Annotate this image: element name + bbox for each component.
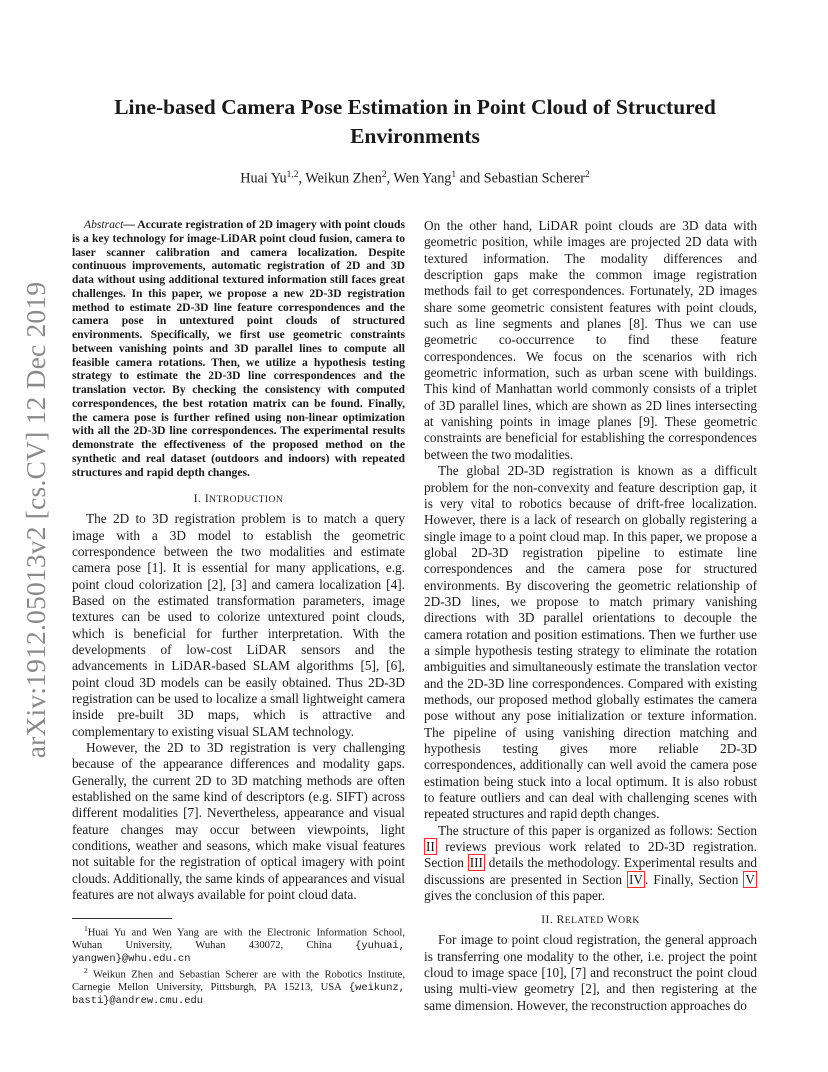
footnote-rule: [72, 918, 172, 919]
paragraph: The 2D to 3D registration problem is to match a query image with a 3D model to establish the geometric correspondence between the two modalities and estimate camera pose [1]. It is essential for many applications, e.g. point cloud colorization [2], [3] and camera localization [4]. Based on the estimated transformation parameters, image textures can be used to colorize untextured point clouds, which is beneficial for further interpretation. With the developments of low-cost LiDAR sensors and the advancements in LiDAR-based SLAM algorithms [5], [6], point cloud 3D models can be easily obtained. Thus 2D-3D registration can be used to localize a small lightweight camera inside pre-built 3D maps, which is attractive and complementary to existing visual SLAM technology.: [72, 511, 405, 739]
arxiv-identifier-text: arXiv:1912.05013v2 [cs.CV] 12 Dec 2019: [20, 281, 51, 759]
section-heading-introduction: I. INTRODUCTION: [193, 493, 284, 506]
footnotes: [72, 918, 405, 1008]
section-link[interactable]: III: [469, 855, 483, 871]
author-name: Wen Yang: [393, 170, 452, 187]
paragraph: However, the 2D to 3D registration is very challenging because of the appearance differences and modality gaps. Generally, the current 2D to 3D matching methods are often established on the same kind of descriptors (e.g. SIFT) across different modalities [7]. Nevertheless, appearance and visual feature changes may occur between viewpoints, light conditions, weather and seasons, which make visual features not suitable for the registration of optical imagery with point clouds. Additionally, the same kinds of appearances and visual features are not always available for point cloud data.: [72, 740, 405, 903]
abstract-text: Accurate registration of 2D imagery with point clouds is a key technology for image-LiDAR point cloud fusion, camera to laser scanner calibration and camera localization. Despite continuous improvements, automatic registration of 2D and 3D data without using additional textured information still faces great challenges. In this paper, we propose a new 2D-3D registration method to estimate 2D-3D line feature correspondences and the camera pose in untextured point clouds of structured environments. Specifically, we first use geometric constraints between vanishing points and 3D parallel lines to compute all feasible camera rotations. Then, we utilize a hypothesis testing strategy to estimate the 2D-3D line correspondences and the translation vector. By checking the consistency with computed correspondences, the best rotation matrix can be found. Finally, the camera pose is further refined using non-linear optimization with all the 2D-3D line correspondences. The experimental results demonstrate the effectiveness of the proposed method on the synthetic and real dataset (outdoors and indoors) with repeated structures and rapid depth changes.: [72, 218, 405, 479]
author-name: Sebastian Scherer: [483, 170, 585, 187]
section-link[interactable]: II: [426, 839, 435, 855]
paragraph: On the other hand, LiDAR point clouds are 3D data with geometric position, while images are projected 2D data with textured information. The modality differences and description gaps make the common image registration methods fail to get correspondences. Fortunately, 2D images share some geometric consistent features with point clouds, such as line segments and planes [8]. Thus we can use geometric co-occurrence to find these feature correspondences. We focus on the scenarios with rich geometric information, such as urban scene with buildings. This kind of Manhattan world commonly consists of a triplet of 3D parallel lines, which are shown as 2D lines intersecting at vanishing points in image planes [9]. These geometric constraints are beneficial for establishing the correspondences between the two modalities.: [424, 218, 757, 462]
author-affiliation: 1,2: [286, 170, 299, 180]
paragraph-structure: The structure of this paper is organized as follows: Section II reviews previous work related to 2D-3D registration. Section III details the methodology. Experimental results and discussions are presented in Section IV . Finally, Section V gives the conclusion of this paper.: [424, 822, 757, 904]
paragraph: The global 2D-3D registration is known as a difficult problem for the non-convexity and feature description gap, it is very vital to robotics because of drift-free localization. However, there is a lack of research on globally registering a single image to a point cloud map. In this paper, we propose a global 2D-3D registration pipeline to estimate line correspondences and the camera pose for structured environments. By discovering the geometric relationship of 2D-3D lines, we propose to match primary vanishing directions with 3D parallel orientations to decouple the camera rotation and position estimations. Then we further use a simple hypothesis testing strategy to eliminate the rotation ambiguities and simultaneously estimate the translation vector and the 2D-3D line correspondences. Compared with existing methods, our proposed method globally estimates the camera pose without any pose initialization or texture information. The pipeline of using vanishing direction matching and hypothesis testing gives more reliable 2D-3D correspondences, additionally can well avoid the camera pose estimation being stuck into a local optimum. It is also robust to feature outliers and can deal with challenging scenes with repeated structures and rapid depth changes.: [424, 463, 757, 822]
section-link[interactable]: IV: [629, 871, 644, 887]
author-affiliation: 2: [585, 170, 590, 180]
arxiv-identifier: [10, 250, 62, 790]
right-column: [424, 218, 757, 1014]
abstract: Abstract— Accurate registration of 2D imagery with point clouds is a key technology for image-LiDAR point cloud fusion, camera to laser scanner calibration and camera localization. Despite continuous improvements, automatic registration of 2D and 3D data without using additional textured information still faces great challenges. In this paper, we propose a new 2D-3D registration method to estimate 2D-3D line feature correspondences and the camera pose in untextured point clouds of structured environments. Specifically, we first use geometric constraints between vanishing points and 3D parallel lines to compute all feasible camera rotations. Then, we utilize a hypothesis testing strategy to estimate the 2D-3D line correspondences and the translation vector. By checking the consistency with computed correspondences, the best rotation matrix can be found. Finally, the camera pose is further refined using non-linear optimization with all the 2D-3D line correspondences. The experimental results demonstrate the effectiveness of the proposed method on the synthetic and real dataset (outdoors and indoors) with repeated structures and rapid depth changes.: [72, 218, 405, 479]
section-heading-related-work: II. RELATED WORK: [541, 914, 640, 927]
footnote-2: $^2$ Weikun Zhen and Sebastian Scherer are with the Robotics Institute, Carnegie Mellon University, Pittsburgh, PA 15213, USA {weikunz, basti}@andrew.cmu.edu: [72, 966, 405, 1008]
paper-title: Line-based Camera Pose Estimation in Point Cloud of Structured Environments: [114, 95, 716, 148]
email[interactable]: {weikunz, basti}@andrew.cmu.edu: [72, 982, 405, 1008]
abstract-label: Abstract: [84, 218, 124, 231]
footnote-1: $^1$Huai Yu and Wen Yang are with the Electronic Information School, Wuhan University, Wuhan 430072, China {yuhuai, yangwen}@whu.edu.cn: [72, 924, 405, 965]
author-name: Weikun Zhen: [305, 170, 382, 187]
section-link[interactable]: V: [745, 871, 755, 887]
author-affiliation: 2: [381, 170, 387, 180]
author-name: Huai Yu: [240, 170, 287, 187]
left-column: [72, 218, 405, 904]
author-list: Huai Yu$^{1,2}$, Weikun Zhen$^2$, Wen Yang$^1$ and Sebastian Scherer$^2$: [240, 170, 590, 187]
paragraph: For image to point cloud registration, the general approach is transferring one modality to the other, i.e. project the point cloud to image space [10], [7] and reconstruct the point cloud using multi-view geometry [2], and then registering at the same dimension. However, the reconstruction approaches do: [424, 932, 757, 1013]
author-affiliation: 1: [451, 170, 457, 180]
email[interactable]: {yuhuai, yangwen}@whu.edu.cn: [72, 940, 405, 965]
